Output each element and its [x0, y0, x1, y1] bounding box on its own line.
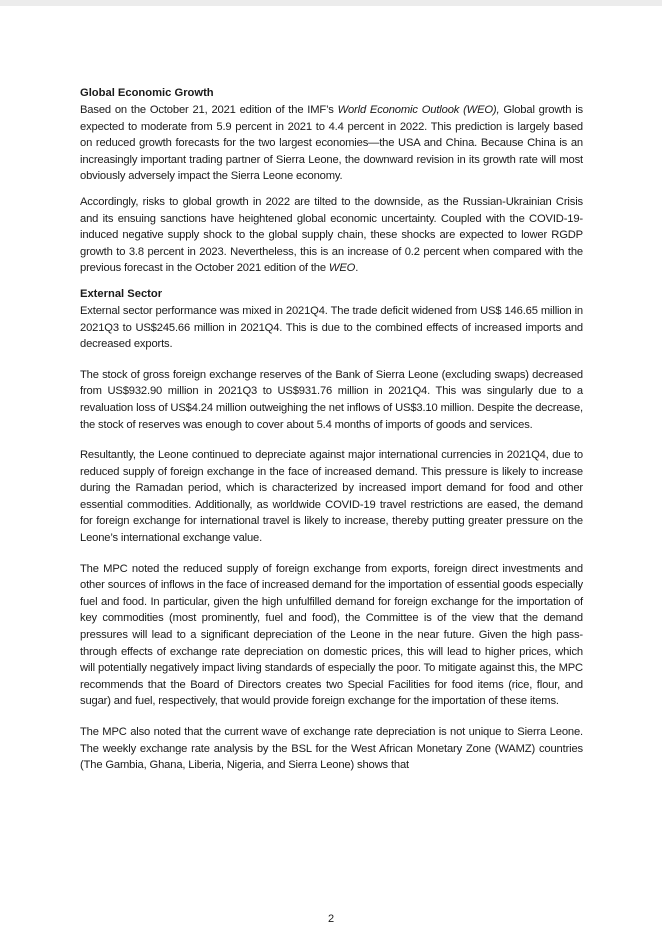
paragraph-global-2 [80, 194, 583, 277]
section-heading-global-economic-growth: Global Economic Growth [80, 87, 214, 99]
viewer-top-bar [0, 0, 662, 6]
weo-abbrev-italic: WEO [328, 262, 356, 275]
paragraph-external-1: External sector performance was mixed in 2021Q4. The trade deficit widened from US$ 146.65 million in 2021Q3 to US$245.66 million in 2021Q4. This is due to the combined effects of increased imports and decreased exports. [80, 304, 583, 351]
page-number: 2 [327, 913, 335, 925]
text: Based on the October 21, 2021 edition of the IMF’s [80, 104, 338, 116]
paragraph-external-4: The MPC noted the reduced supply of foreign exchange from exports, foreign direct investments and other sources of inflows in the face of increased demand for the importation of essential goods especially fuel and food. In particular, given the high unfulfilled demand for foreign exchange for the importation of key commodities (most prominently, fuel and food), the Committee is of the view that the demand pressures will lead to a significant depreciation of the Leone in the near future. Given the high pass-through effects of exchange rate depreciation on domestic prices, this will lead to higher prices, which will potentially negatively impact living standards of especially the poor. To mitigate against this, the MPC recommends that the Board of Directors creates two Special Facilities for food items (rice, flour, and sugar) and fuel, respectively, that would provide foreign exchange for the importation of these items. [80, 562, 583, 708]
section-heading-external-sector: External Sector [80, 287, 163, 300]
paragraph-external-2: The stock of gross foreign exchange reserves of the Bank of Sierra Leone (excluding swaps) decreased from US$932.90 million in 2021Q3 to US$931.76 million in 2021Q4. This was singularly due to a revaluation loss of US$4.24 million outweighing the net inflows of US$3.10 million. Despite the decrease, the stock of reserves was enough to cover about 5.4 months of imports of goods and services. [80, 368, 583, 431]
paragraph-external-3: Resultantly, the Leone continued to depreciate against major international currencies in 2021Q4, due to reduced supply of foreign exchange in the face of increased demand. This pressure is likely to increase during the Ramadan period, which is characterized by increased import demand for food and other essential commodities. Additionally, as worldwide COVID-19 travel restrictions are eased, the demand for foreign exchange for international travel is likely to increase, thereby putting greater pressure on the Leone’s international exchange value. [80, 449, 583, 545]
text: Global growth is expected to moderate from 5.9 percent in 2021 to 4.4 percent in 2022. This prediction is largely based on reduced growth forecasts for the two largest economies—the USA and China. Because China is an increasingly important trading partner of Sierra Leone, the downward revision in its growth rate will most obviously adversely impact the Sierra Leone economy. [80, 104, 583, 183]
text: . [355, 262, 359, 275]
document-page [80, 85, 583, 774]
paragraph-global-1 [80, 102, 583, 185]
weo-title-italic: World Economic Outlook (WEO), [337, 104, 500, 116]
text: Accordingly, risks to global growth in 2022 are tilted to the downside, as the Russian-Ukrainian Crisis and its ensuing sanctions have heightened global economic uncertainty. Coupled with the COVID-19-induced negative supply shock to the global supply chain, these shocks are expected to lower RGDP growth to 3.8 percent in 2023. Nevertheless, this is an increase of 0.2 percent when compared with the previous forecast in the October 2021 edition of the [80, 195, 583, 275]
paragraph-external-5: The MPC also noted that the current wave of exchange rate depreciation is not unique to Sierra Leone. The weekly exchange rate analysis by the BSL for the West African Monetary Zone (WAMZ) countries (The Gambia, Ghana, Liberia, Nigeria, and Sierra Leone) shows that [80, 726, 583, 772]
